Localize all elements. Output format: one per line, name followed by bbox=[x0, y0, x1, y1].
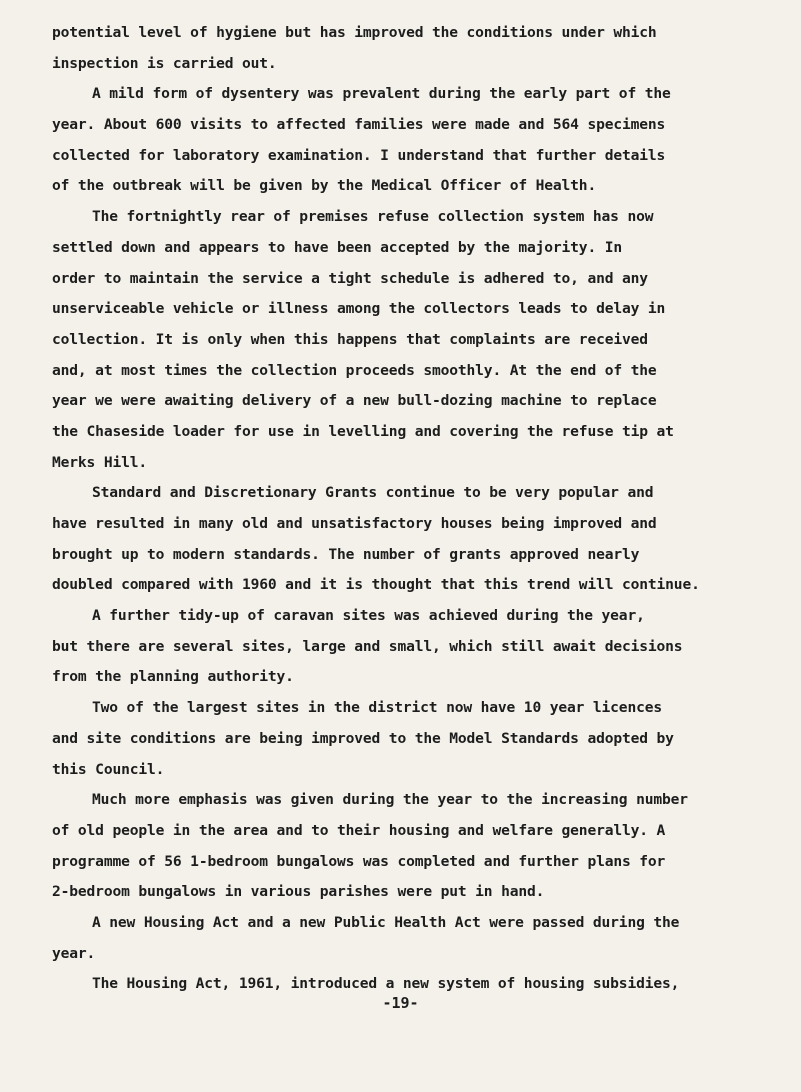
text-line: inspection is carried out. bbox=[52, 54, 277, 72]
text-line: settled down and appears to have been accepted by the majority. In bbox=[52, 238, 622, 256]
text-line: the Chaseside loader for use in levelling and covering the refuse tip at bbox=[52, 422, 674, 440]
text-line: unserviceable vehicle or illness among the collectors leads to delay in bbox=[52, 300, 666, 318]
body-text bbox=[52, 18, 772, 1000]
text-line: Merks Hill. bbox=[52, 453, 147, 471]
text-line: collection. It is only when this happens that complaints are received bbox=[52, 330, 648, 348]
text-line: Standard and Discretionary Grants continue to be very popular and bbox=[92, 484, 654, 502]
text-line: and, at most times the collection proceeds smoothly. At the end of the bbox=[52, 361, 657, 379]
text-line: The fortnightly rear of premises refuse collection system has now bbox=[92, 208, 654, 226]
text-line: collected for laboratory examination. I understand that further details bbox=[52, 146, 666, 164]
text-line: order to maintain the service a tight schedule is adhered to, and any bbox=[52, 269, 648, 287]
text-line: year. bbox=[52, 944, 96, 962]
text-line: Two of the largest sites in the district now have 10 year licences bbox=[92, 699, 662, 717]
text-line: this Council. bbox=[52, 760, 165, 778]
text-line: potential level of hygiene but has improved the conditions under which bbox=[52, 24, 657, 41]
text-line: A new Housing Act and a new Public Health Act were passed during the bbox=[92, 913, 680, 931]
text-line: A further tidy-up of caravan sites was achieved during the year, bbox=[92, 607, 645, 625]
text-line: year. About 600 visits to affected families were made and 564 specimens bbox=[52, 116, 666, 134]
text-line: doubled compared with 1960 and it is thought that this trend will continue. bbox=[52, 576, 700, 594]
text-line: brought up to modern standards. The number of grants approved nearly bbox=[52, 545, 640, 563]
text-line: 2-bedroom bungalows in various parishes were put in hand. bbox=[52, 883, 545, 901]
text-line: have resulted in many old and unsatisfactory houses being improved and bbox=[52, 515, 657, 532]
text-line: A mild form of dysentery was prevalent during the early part of the bbox=[92, 85, 671, 103]
text-line: and site conditions are being improved to the Model Standards adopted by bbox=[52, 729, 674, 747]
text-line: Much more emphasis was given during the year to the increasing number bbox=[92, 791, 688, 809]
text-line: from the planning authority. bbox=[52, 668, 294, 686]
text-line: The Housing Act, 1961, introduced a new system of housing subsidies, bbox=[92, 975, 680, 993]
text-line: of the outbreak will be given by the Medical Officer of Health. bbox=[52, 177, 597, 195]
text-line: year we were awaiting delivery of a new bull-dozing machine to replace bbox=[52, 392, 657, 410]
text-line: of old people in the area and to their housing and welfare generally. A bbox=[52, 821, 666, 839]
text-line: but there are several sites, large and small, which still await decisions bbox=[52, 637, 683, 655]
page-number: -19- bbox=[382, 994, 419, 1012]
text-line: programme of 56 1-bedroom bungalows was completed and further plans for bbox=[52, 852, 666, 870]
